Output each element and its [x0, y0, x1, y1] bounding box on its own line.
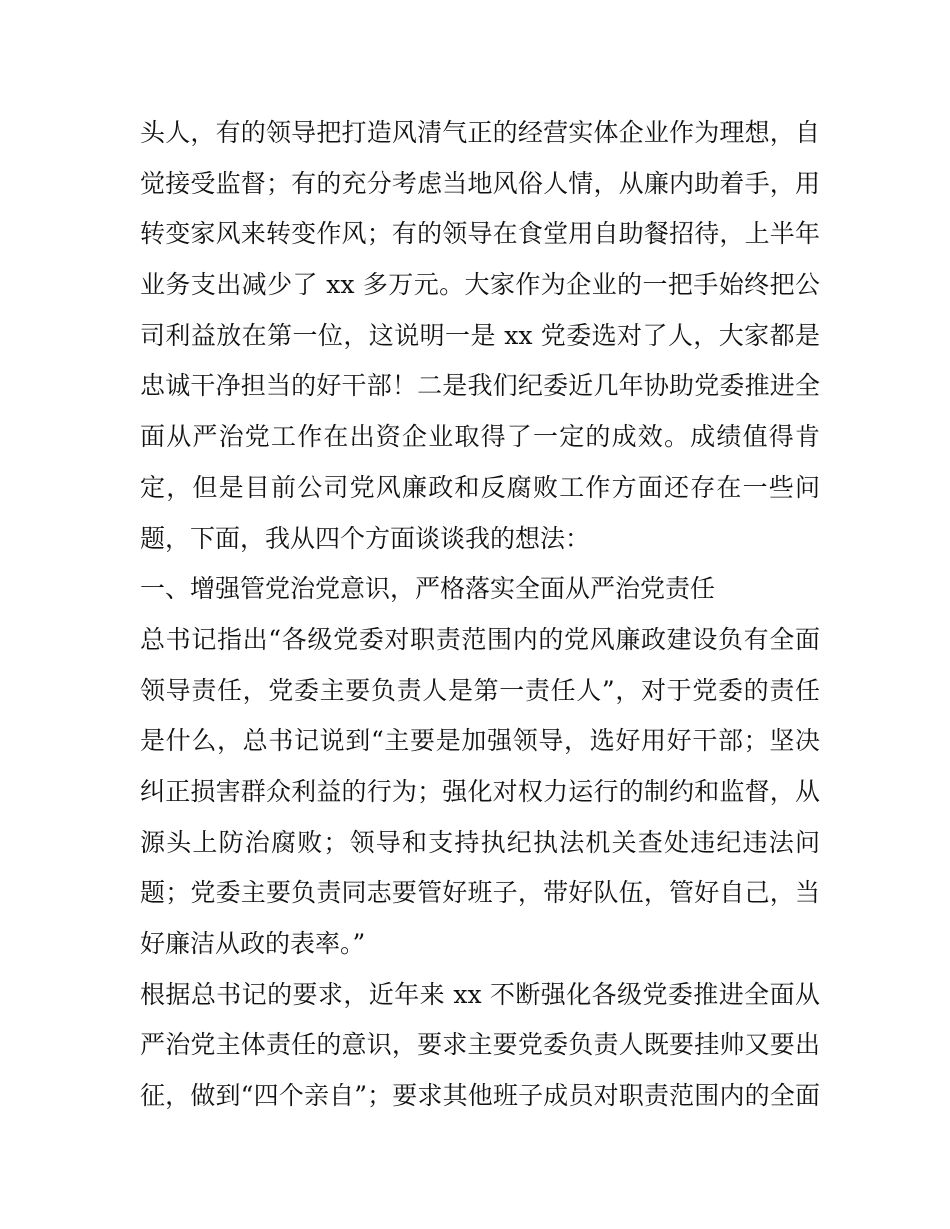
text-line: 忠诚干净担当的好干部！二是我们纪委近几年协助党委推进全	[140, 371, 820, 401]
text-line: 好廉洁从政的表率。”	[140, 929, 366, 958]
text-line: 头人，有的领导把打造风清气正的经营实体企业作为理想，自	[140, 118, 820, 147]
text-line: 一、增强管党治党意识，严格落实全面从严治党责任	[140, 574, 716, 604]
text-line: 题；党委主要负责同志要管好班子，带好队伍，管好自己，当	[140, 878, 820, 908]
text-line: 觉接受监督；有的充分考虑当地风俗人情，从廉内助着手，用	[140, 168, 820, 198]
text-line: 定，但是目前公司党风廉政和反腐败工作方面还存在一些问	[140, 472, 820, 502]
text-line: 面从严治党工作在出资企业取得了一定的成效。成绩值得肯	[140, 422, 820, 452]
text-line: 业务支出减少了 xx 多万元。大家作为企业的一把手始终把公	[140, 270, 820, 300]
body-text	[140, 108, 820, 1122]
text-line: 征，做到“四个亲自”；要求其他班子成员对职责范围内的全面	[140, 1081, 820, 1111]
text-line: 严治党主体责任的意识，要求主要党委负责人既要挂帅又要出	[140, 1030, 820, 1060]
text-line: 根据总书记的要求，近年来 xx 不断强化各级党委推进全面从	[140, 979, 820, 1009]
text-line: 题，下面，我从四个方面谈谈我的想法：	[140, 523, 591, 553]
text-line: 转变家风来转变作风；有的领导在食堂用自助餐招待，上半年	[140, 219, 820, 249]
text-line: 纠正损害群众利益的行为；强化对权力运行的制约和监督，从	[140, 776, 820, 806]
text-line: 领导责任，党委主要负责人是第一责任人”，对于党委的责任	[140, 675, 820, 705]
text-line: 司利益放在第一位，这说明一是 xx 党委选对了人，大家都是	[140, 320, 820, 350]
text-line: 是什么，总书记说到“主要是加强领导，选好用好干部；坚决	[140, 726, 820, 756]
text-line: 源头上防治腐败；领导和支持执纪执法机关查处违纪违法问	[140, 827, 820, 857]
text-line: 总书记指出“各级党委对职责范围内的党风廉政建设负有全面	[140, 624, 820, 654]
